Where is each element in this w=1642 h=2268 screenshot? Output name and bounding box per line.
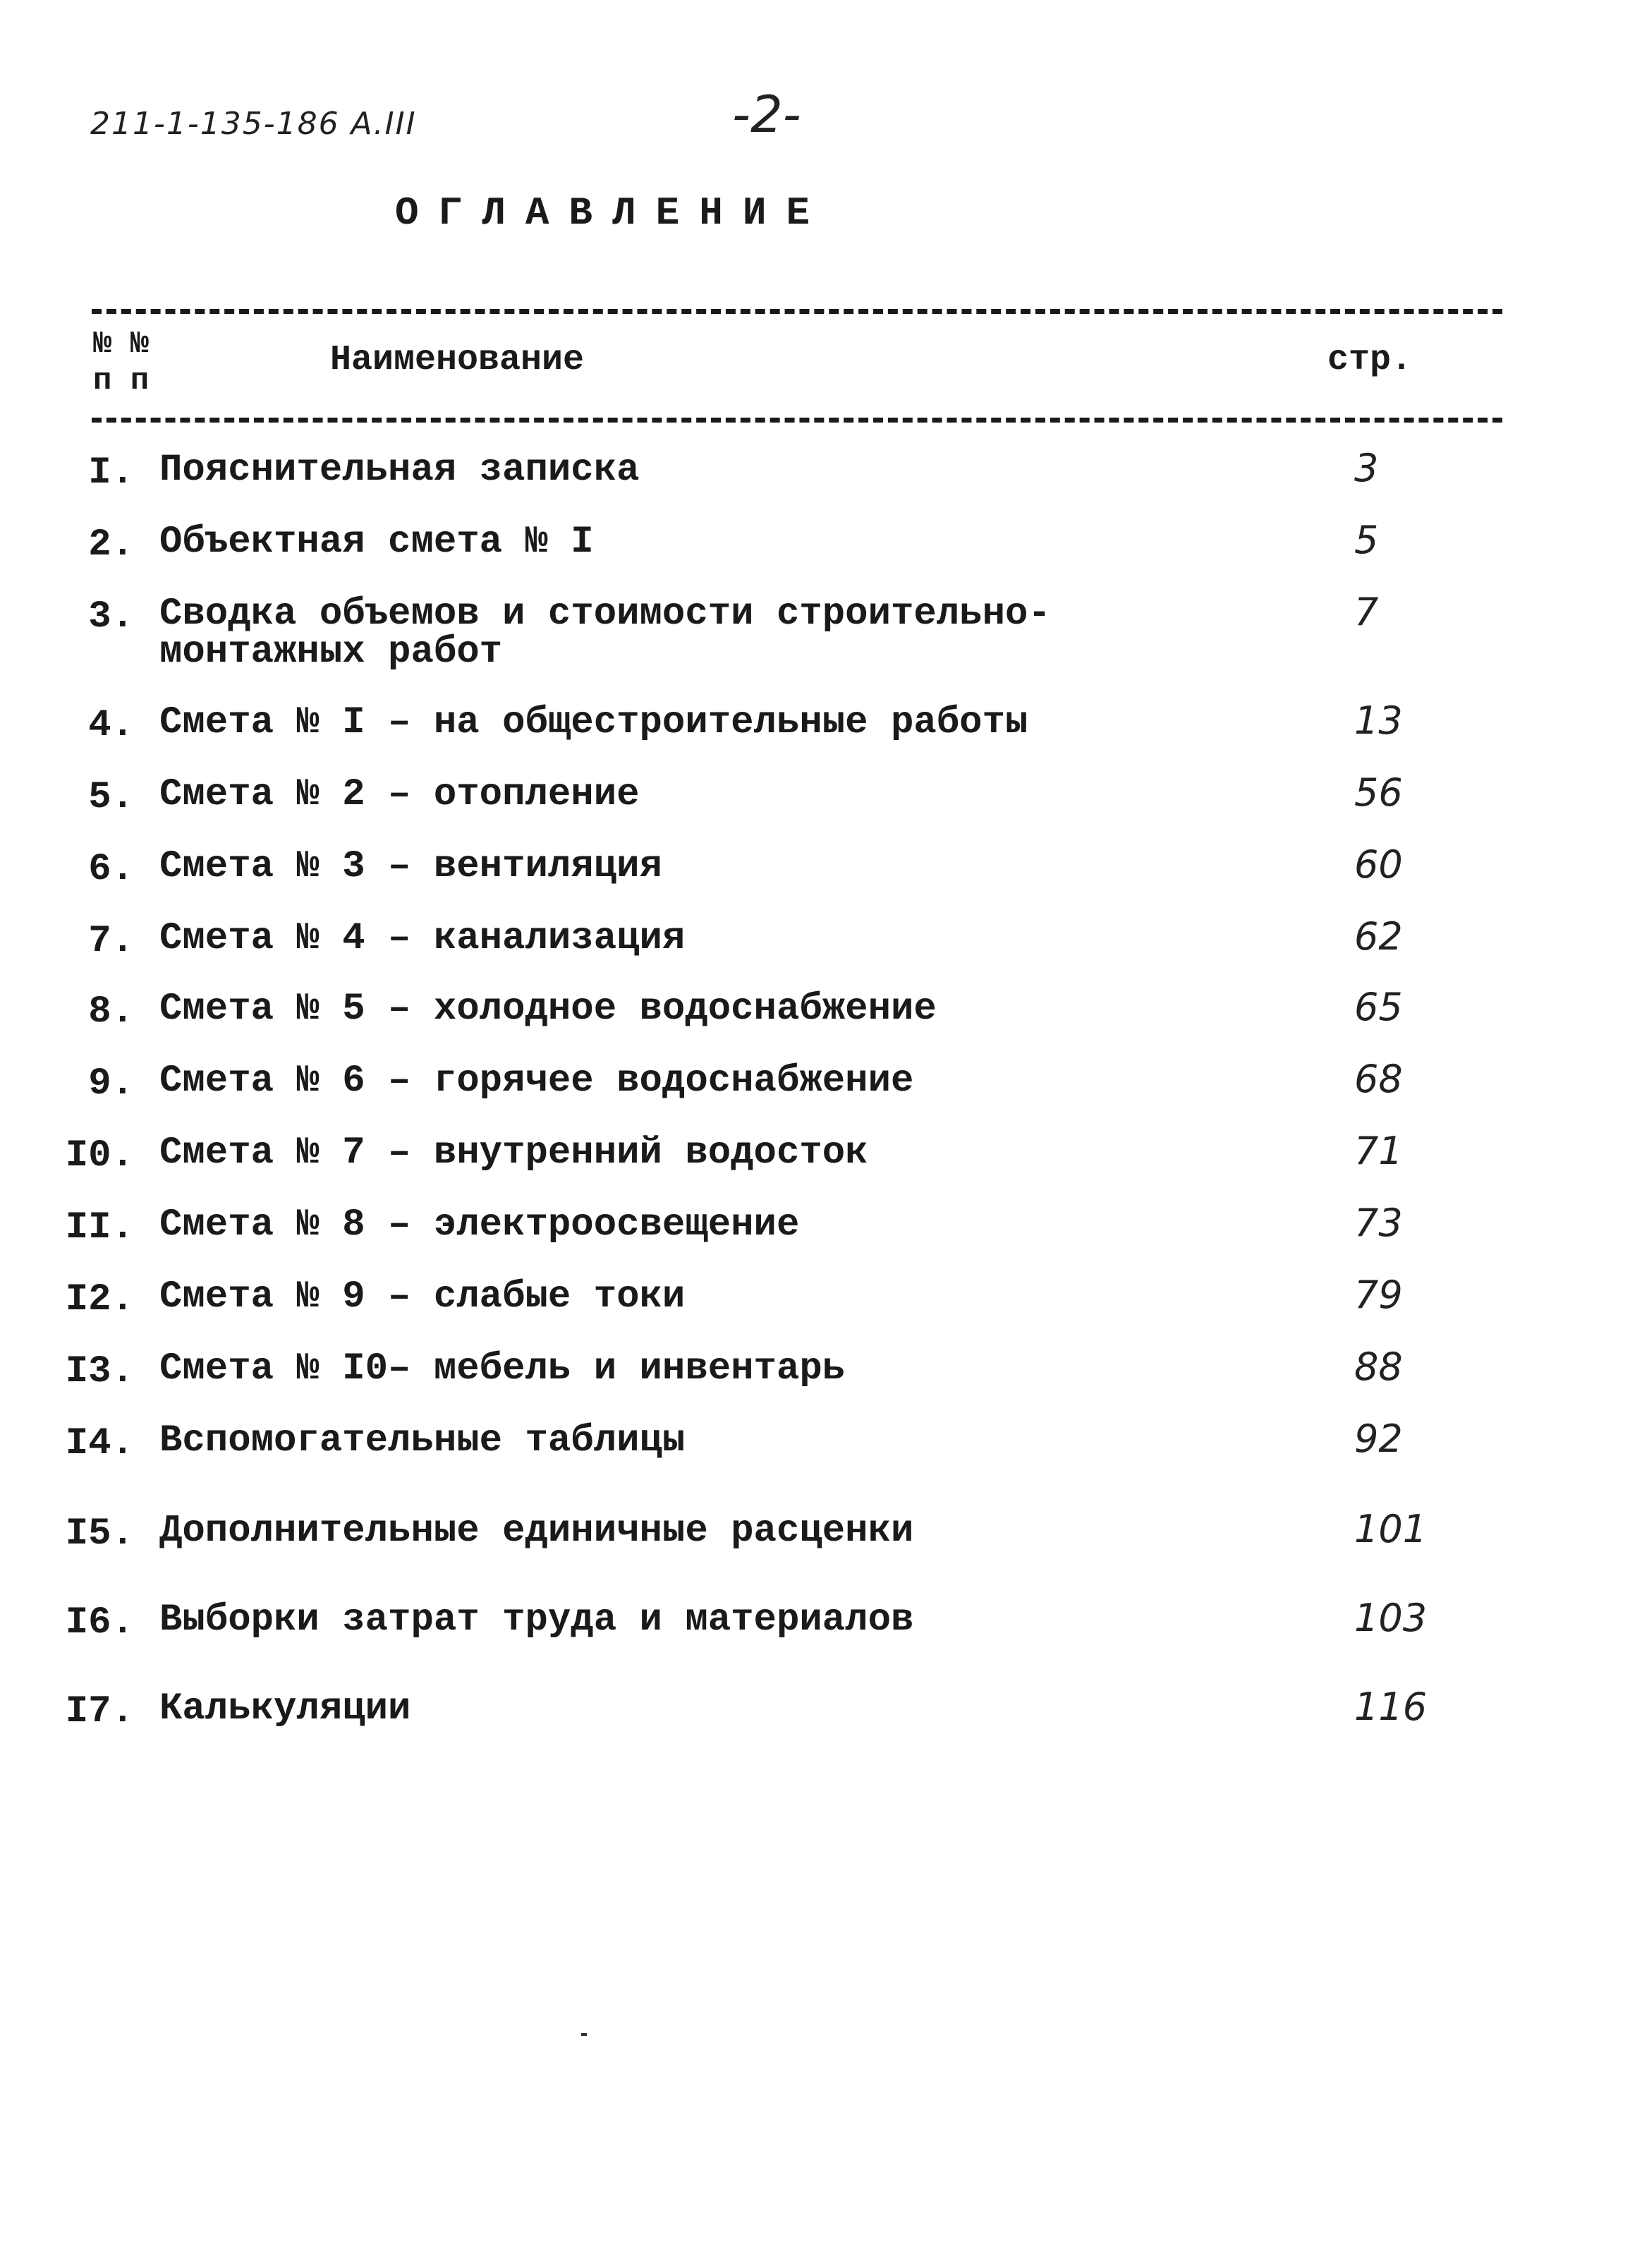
- toc-entry: [0, 1057, 1642, 1119]
- entry-number: II.: [65, 1206, 134, 1249]
- entry-title: Смета № 7 – внутренний водосток: [159, 1132, 868, 1175]
- toc-entry: [0, 698, 1642, 760]
- entry-number: 8.: [88, 990, 134, 1033]
- entry-page: 56: [1354, 770, 1403, 815]
- header-number-column: [93, 326, 178, 399]
- entry-page: 13: [1354, 698, 1403, 743]
- entry-number: I.: [88, 451, 134, 495]
- entry-number: I7.: [65, 1690, 134, 1733]
- entry-number: I2.: [65, 1278, 134, 1321]
- document-code: 211-1-135-186 А.III: [90, 106, 417, 142]
- table-header-rule: [92, 418, 1502, 423]
- entry-page: 101: [1354, 1507, 1428, 1551]
- entry-title: Смета № I – на общестроительные работы: [159, 701, 1028, 744]
- toc-entry: [0, 1345, 1642, 1407]
- entry-title: Смета № 4 – канализация: [159, 917, 686, 960]
- entry-title: Калькуляции: [159, 1687, 411, 1730]
- entry-number: 2.: [88, 523, 134, 566]
- page-number: -2-: [732, 85, 801, 144]
- entry-title: Смета № 8 – электроосвещение: [159, 1203, 800, 1247]
- entry-page: 92: [1354, 1417, 1403, 1461]
- entry-number: 7.: [88, 920, 134, 963]
- entry-title: Смета № 2 – отопление: [159, 773, 640, 816]
- entry-title: Смета № 3 – вентиляция: [159, 845, 662, 888]
- table-top-rule: [92, 309, 1502, 314]
- entry-title: Смета № 5 – холодное водоснабжение: [159, 988, 937, 1031]
- entry-title: Дополнительные единичные расценки: [159, 1510, 914, 1553]
- entry-page: 116: [1354, 1685, 1428, 1729]
- entry-number: I5.: [65, 1512, 134, 1556]
- entry-page: 62: [1354, 914, 1403, 959]
- entry-page: 73: [1354, 1201, 1403, 1245]
- entry-page: 68: [1354, 1057, 1403, 1101]
- entry-title: Выборки затрат труда и материалов: [159, 1599, 914, 1642]
- entry-page: 60: [1354, 842, 1403, 887]
- entry-title: Вспомогательные таблицы: [159, 1419, 686, 1462]
- toc-entry: [0, 1417, 1642, 1479]
- toc-entry: [0, 446, 1642, 508]
- toc-entry: [0, 1507, 1642, 1569]
- entry-page: 7: [1354, 590, 1379, 634]
- toc-entry: [0, 914, 1642, 976]
- entry-page: 71: [1354, 1129, 1403, 1173]
- entry-page: 88: [1354, 1345, 1403, 1389]
- toc-entry: [0, 1201, 1642, 1263]
- entry-page: 65: [1354, 985, 1403, 1029]
- entry-number: I4.: [65, 1422, 134, 1465]
- header-number-label-2: п п: [93, 363, 150, 399]
- entry-number: 3.: [88, 595, 134, 638]
- entry-number: 4.: [88, 704, 134, 747]
- entry-title: Смета № 9 – слабые токи: [159, 1275, 686, 1318]
- toc-entry: [0, 1596, 1642, 1658]
- header-name-column: Наименование: [330, 340, 585, 380]
- toc-entry: [0, 770, 1642, 832]
- entry-page: 103: [1354, 1596, 1428, 1640]
- toc-entry: [0, 1685, 1642, 1747]
- toc-entry: [0, 985, 1642, 1047]
- toc-entry: [0, 842, 1642, 904]
- entry-title: Смета № 6 – горячее водоснабжение: [159, 1060, 914, 1103]
- entry-title: Объектная смета № I: [159, 521, 594, 564]
- entry-page: 79: [1354, 1273, 1403, 1317]
- entry-page: 5: [1354, 518, 1379, 562]
- toc-entry: [0, 1129, 1642, 1191]
- header-page-column: стр.: [1327, 340, 1413, 380]
- entry-title: Смета № I0– мебель и инвентарь: [159, 1347, 846, 1390]
- toc-entry: [0, 518, 1642, 580]
- entry-number: 5.: [88, 776, 134, 819]
- entry-number: I0.: [65, 1134, 134, 1177]
- entry-number: I3.: [65, 1350, 134, 1393]
- toc-entry: [0, 590, 1642, 674]
- entry-number: 6.: [88, 848, 134, 891]
- entry-title: Сводка объемов и стоимости строительно- монтажных работ: [159, 593, 1051, 674]
- entry-number: I6.: [65, 1601, 134, 1644]
- toc-entry: [0, 1273, 1642, 1335]
- entry-title: Пояснительная записка: [159, 449, 640, 492]
- page-title: ОГЛАВЛЕНИЕ: [395, 190, 830, 236]
- entry-page: 3: [1354, 446, 1379, 490]
- header-number-label-1: № №: [93, 327, 150, 362]
- scan-speck: [581, 2033, 587, 2036]
- entry-number: 9.: [88, 1062, 134, 1105]
